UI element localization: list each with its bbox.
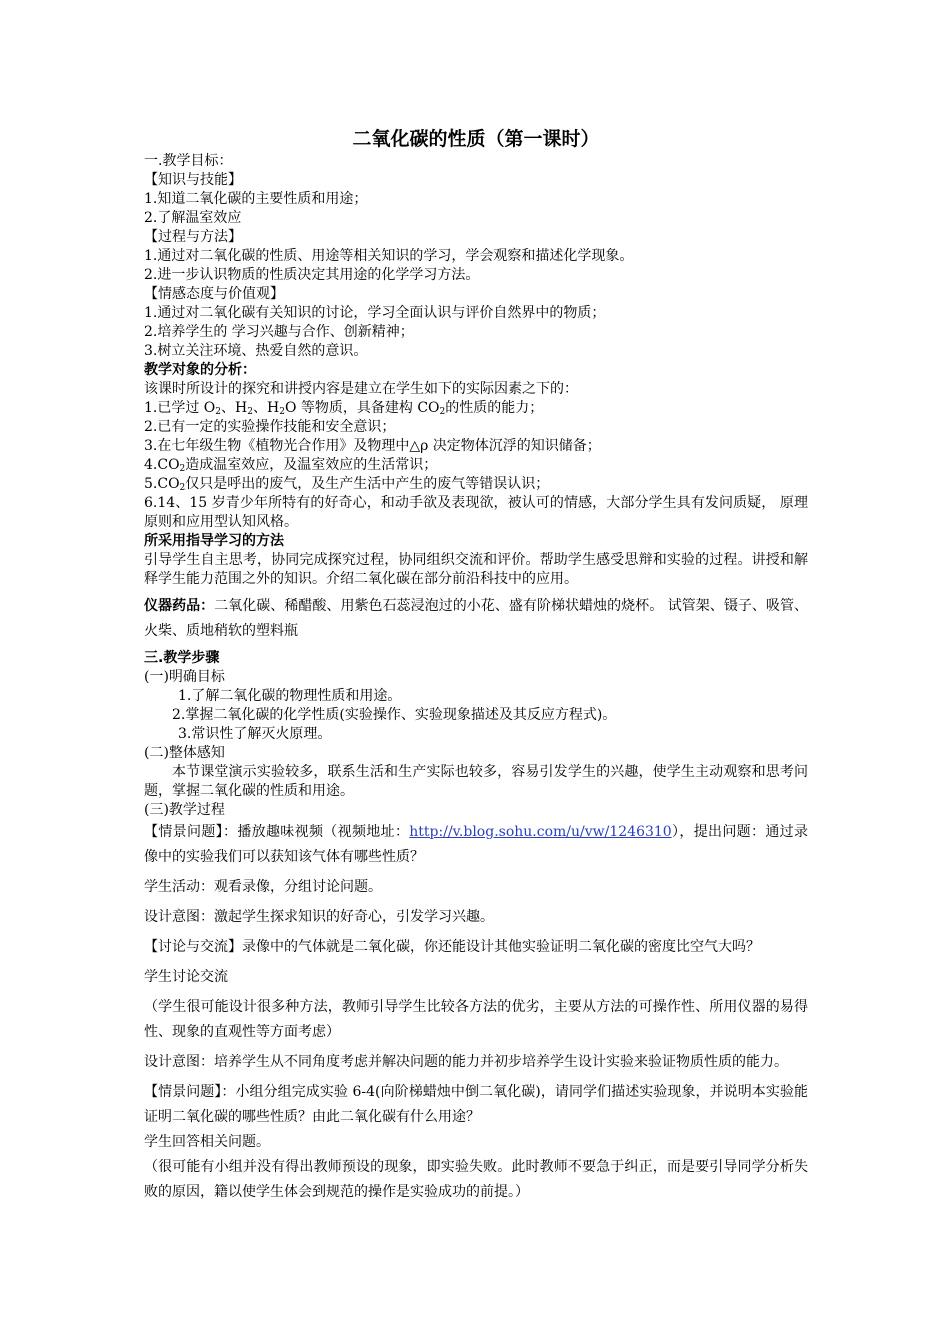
process-heading: 【过程与方法】 [144,229,242,245]
discussion-activity: 学生讨论交流 [144,969,228,985]
equipment-paragraph [144,594,808,644]
process-item: 2.进一步认识物质的性质决定其用途的化学学习方法。 [144,267,480,283]
analysis-item: 6.14、15 岁青少年所特有的好奇心，和动手欲及表现欲，被认可的情感，大部分学生具有发问质疑， 原理原则和应用型认知风格。 [144,495,808,530]
equipment-label: 仪器药品： [144,598,215,614]
document-title: 二氧化碳的性质（第一课时） [352,128,600,150]
knowledge-item: 2.了解温室效应 [144,210,242,226]
analysis-item: 2.已有一定的实验操作技能和安全意识； [144,419,396,435]
step-heading: (二)整体感知 [144,745,225,761]
step-heading: (一)明确目标 [144,669,225,685]
analysis-intro: 该课时所设计的探究和讲授内容是建立在学生如下的实际因素之下的： [144,381,578,397]
student-answer: 学生回答相关问题。 [144,1134,270,1150]
overview-text: 本节课堂演示实验较多，联系生活和生产实际也较多，容易引发学生的兴趣，使学生主动观察和思考问题，掌握二氧化碳的性质和用途。 [144,764,808,799]
process-item: 1.通过对二氧化碳的性质、用途等相关知识的学习，学会观察和描述化学现象。 [144,248,634,264]
method-heading: 所采用指导学习的方法 [144,533,284,549]
analysis-item: 3.在七年级生物《植物光合作用》及物理中△ρ 决定物体沉浮的知识储备； [144,438,601,454]
analysis-heading: 教学对象的分析： [144,362,256,378]
analysis-item: 1.已学过 $O_2$、$H_2$、$H_2O$ 等物质，具备建构 $CO_2$的性质的能力； [144,400,544,417]
emotion-item: 3.树立关注环境、热爱自然的意识。 [144,343,368,359]
analysis-item: $4.CO_2$造成温室效应，及温室效应的生活常识； [144,457,438,474]
emotion-heading: 【情感态度与价值观】 [144,286,284,302]
section-heading-steps: 三.教学步骤 [144,650,220,666]
knowledge-item: 1.知道二氧化碳的主要性质和用途； [144,191,368,207]
scene-question-label: 【情景问题】 [144,1084,222,1100]
goal-item: 3.常识性了解灭火原理。 [178,726,332,742]
discussion-paragraph: 【讨论与交流】录像中的气体就是二氧化碳，你还能设计其他实验证明二氧化碳的密度比空气大吗？ [144,939,760,955]
goal-item: 2.掌握二氧化碳的化学性质(实验操作、实验现象描述及其反应方程式)。 [172,707,617,723]
step-heading: (三)教学过程 [144,802,225,818]
emotion-item: 2.培养学生的 学习兴趣与合作、创新精神； [144,324,414,340]
video-link[interactable]: http://v.blog.sohu.com/u/vw/1246310 [409,824,672,840]
final-note: （很可能有小组并没有得出教师预设的现象，即实验失败。此时教师不要急于纠正，而是要引导同学分析失败的原因，籍以使学生体会到规范的操作是实验成功的前提。） [144,1159,808,1200]
design-intent: 设计意图：培养学生从不同角度考虑并解决问题的能力并初步培养学生设计实验来验证物质性质的能力。 [144,1054,788,1070]
student-activity: 学生活动：观看录像，分组讨论问题。 [144,879,382,895]
section-heading-objectives: 一.教学目标： [144,153,233,169]
document-body [144,126,808,1205]
goal-item: 1.了解二氧化碳的物理性质和用途。 [178,688,402,704]
design-intent: 设计意图：激起学生探求知识的好奇心，引发学习兴趣。 [144,909,494,925]
scene-question-paragraph: 【情景问题】：小组分组完成实验 6-4(向阶梯蜡烛中倒二氧化碳)，请同学们描述实验现象，并说明本实验能证明二氧化碳的哪些性质？由此二氧化碳有什么用途？ [144,1084,809,1125]
equipment-text: 二氧化碳、稀醋酸、用紫色石蕊浸泡过的小花、盛有阶梯状蜡烛的烧杯。 试管架、镊子、吸管、火柴、质地稍软的塑料瓶 [144,598,809,639]
analysis-item: $5.CO_2$仅只是呼出的废气，及生产生活中产生的废气等错误认识； [144,476,550,493]
method-text: 引导学生自主思考，协同完成探究过程，协同组织交流和评价。帮助学生感受思辩和实验的过程。讲授和解释学生能力范围之外的知识。介绍二氧化碳在部分前沿科技中的应用。 [144,552,808,587]
emotion-item: 1.通过对二氧化碳有关知识的讨论，学习全面认识与评价自然界中的物质； [144,305,606,321]
scene-question-label: 【情景问题】 [144,824,223,840]
discussion-note: （学生很可能设计很多种方法，教师引导学生比较各方法的优劣，主要从方法的可操作性、所用仪器的易得性、现象的直观性等方面考虑） [144,999,808,1040]
knowledge-heading: 【知识与技能】 [144,172,242,188]
discussion-label: 【讨论与交流】 [144,939,242,955]
scene-question-paragraph: 【情景问题】：播放趣味视频（视频地址：http://v.blog.sohu.com/u/vw/1246310），提出问题：通过录像中的实验我们可以获知该气体有哪些性质？ [144,824,809,865]
